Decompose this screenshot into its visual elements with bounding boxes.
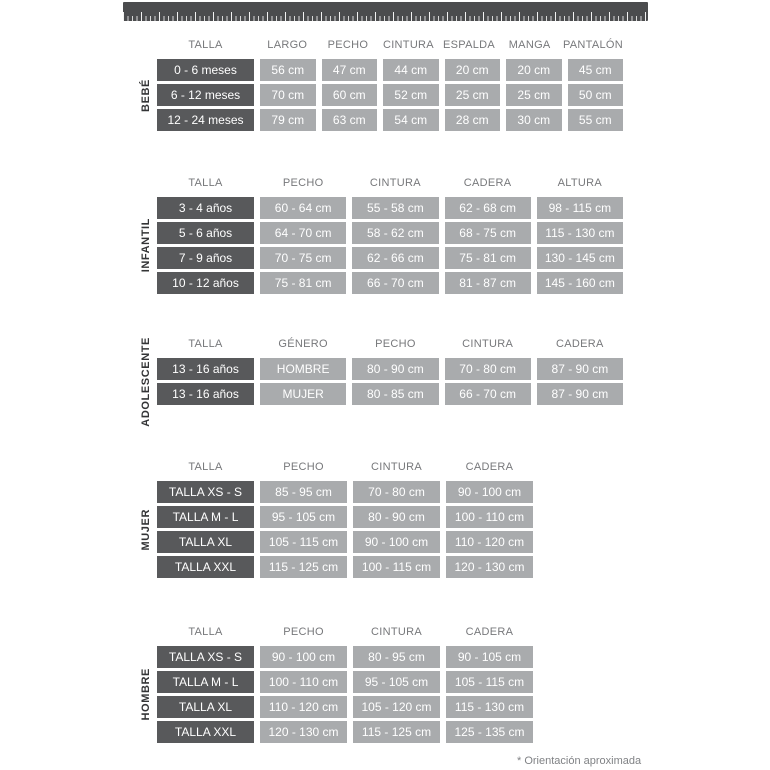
measurement-cell: 56 cm [260, 59, 316, 81]
group-label-adolescente [138, 336, 154, 427]
table-header-row [157, 624, 533, 640]
column-header: PANTALÓN [562, 39, 623, 51]
group-label-text: HOMBRE [140, 668, 152, 721]
approximation-footnote: * Orientación aproximada [517, 755, 642, 767]
size-label-cell: 12 - 24 meses [157, 109, 254, 131]
measurement-cell: 110 - 120 cm [260, 696, 347, 718]
measurement-cell: 64 - 70 cm [260, 222, 346, 244]
size-label-cell: TALLA XL [157, 531, 254, 553]
column-header: TALLA [188, 338, 223, 350]
measurement-cell: 115 - 130 cm [537, 222, 623, 244]
measurement-cell: 130 - 145 cm [537, 247, 623, 269]
measurement-cell: 45 cm [568, 59, 624, 81]
measurement-cell: 55 - 58 cm [352, 197, 438, 219]
group-label-infantil [138, 197, 154, 294]
column-header: ALTURA [557, 177, 603, 189]
column-header: PECHO [283, 626, 324, 638]
measurement-cell: 58 - 62 cm [352, 222, 438, 244]
column-header: CADERA [465, 461, 514, 473]
size-label-cell: 10 - 12 años [157, 272, 254, 294]
table-header-row [157, 175, 623, 191]
table-body [157, 358, 623, 405]
column-header: CADERA [465, 626, 514, 638]
measurement-cell: 70 - 75 cm [260, 247, 346, 269]
measurement-cell: 30 cm [506, 109, 562, 131]
column-header: PECHO [283, 461, 324, 473]
group-label-text: ADOLESCENTE [140, 336, 152, 427]
group-label-text: MUJER [140, 508, 152, 551]
table-body [157, 481, 533, 578]
measurement-cell: 110 - 120 cm [446, 531, 533, 553]
measurement-cell: 52 cm [383, 84, 439, 106]
size-table-infantil [140, 175, 623, 294]
column-header: CINTURA [371, 461, 422, 473]
group-label-hombre [138, 646, 154, 743]
measurement-cell: 87 - 90 cm [537, 383, 623, 405]
measurement-cell: 98 - 115 cm [537, 197, 623, 219]
size-label-cell: 7 - 9 años [157, 247, 254, 269]
column-header: TALLA [188, 177, 223, 189]
measuring-tape-icon [123, 2, 648, 21]
measurement-cell: 120 - 130 cm [446, 556, 533, 578]
measurement-cell: 95 - 105 cm [353, 671, 440, 693]
measurement-cell: 75 - 81 cm [445, 247, 531, 269]
measurement-cell: 55 cm [568, 109, 624, 131]
measurement-cell: 44 cm [383, 59, 439, 81]
measurement-cell: 90 - 100 cm [446, 481, 533, 503]
measurement-cell: 25 cm [445, 84, 501, 106]
column-header: TALLA [188, 626, 223, 638]
measurement-cell: 81 - 87 cm [445, 272, 531, 294]
column-header: TALLA [188, 39, 223, 51]
measurement-cell: 115 - 130 cm [446, 696, 533, 718]
measurement-cell: 80 - 90 cm [352, 358, 438, 380]
measurement-cell: 79 cm [260, 109, 316, 131]
measurement-cell: 90 - 105 cm [446, 646, 533, 668]
column-header: CINTURA [382, 39, 434, 51]
column-header: GÉNERO [278, 338, 328, 350]
size-label-cell: TALLA M - L [157, 671, 254, 693]
group-label-text: INFANTIL [140, 218, 152, 273]
table-header-row [157, 37, 623, 53]
measurement-cell: 70 - 80 cm [445, 358, 531, 380]
measurement-cell: 105 - 115 cm [260, 531, 347, 553]
measurement-cell: 25 cm [506, 84, 562, 106]
measurement-cell: HOMBRE [260, 358, 346, 380]
measurement-cell: 47 cm [322, 59, 378, 81]
measurement-cell: 90 - 100 cm [260, 646, 347, 668]
column-header: TALLA [188, 461, 223, 473]
size-label-cell: 13 - 16 años [157, 358, 254, 380]
measurement-cell: 70 - 80 cm [353, 481, 440, 503]
column-header: CINTURA [371, 626, 422, 638]
measurement-cell: 66 - 70 cm [445, 383, 531, 405]
column-header: CADERA [556, 338, 604, 350]
size-label-cell: TALLA M - L [157, 506, 254, 528]
size-label-cell: TALLA XXL [157, 556, 254, 578]
size-label-cell: TALLA XXL [157, 721, 254, 743]
column-header: PECHO [375, 338, 416, 350]
column-header: CINTURA [462, 338, 514, 350]
measurement-cell: 60 - 64 cm [260, 197, 346, 219]
size-label-cell: 5 - 6 años [157, 222, 254, 244]
measurement-cell: 120 - 130 cm [260, 721, 347, 743]
table-header-row [157, 459, 533, 475]
size-label-cell: 0 - 6 meses [157, 59, 254, 81]
column-header: CADERA [463, 177, 512, 189]
column-header: MANGA [508, 39, 551, 51]
group-label-text: BEBÉ [140, 78, 152, 112]
measurement-cell: 115 - 125 cm [353, 721, 440, 743]
column-header: PECHO [282, 177, 324, 189]
measurement-cell: 62 - 68 cm [445, 197, 531, 219]
column-header: ESPALDA [443, 39, 496, 51]
measurement-cell: 28 cm [445, 109, 501, 131]
size-label-cell: TALLA XL [157, 696, 254, 718]
measurement-cell: 105 - 120 cm [353, 696, 440, 718]
size-label-cell: 13 - 16 años [157, 383, 254, 405]
measurement-cell: 105 - 115 cm [446, 671, 533, 693]
measurement-cell: 87 - 90 cm [537, 358, 623, 380]
size-label-cell: TALLA XS - S [157, 481, 254, 503]
measurement-cell: 85 - 95 cm [260, 481, 347, 503]
measurement-cell: 75 - 81 cm [260, 272, 346, 294]
measurement-cell: 50 cm [568, 84, 624, 106]
measurement-cell: 115 - 125 cm [260, 556, 347, 578]
size-table-bebe [140, 37, 623, 131]
table-body [157, 59, 623, 131]
size-label-cell: 6 - 12 meses [157, 84, 254, 106]
group-label-bebe [138, 59, 154, 131]
size-table-adolescente [140, 336, 623, 427]
measurement-cell: 60 cm [322, 84, 378, 106]
measurement-cell: MUJER [260, 383, 346, 405]
measurement-cell: 90 - 100 cm [353, 531, 440, 553]
size-table-mujer [140, 459, 533, 578]
measurement-cell: 100 - 115 cm [353, 556, 440, 578]
measurement-cell: 145 - 160 cm [537, 272, 623, 294]
measurement-cell: 63 cm [322, 109, 378, 131]
column-header: PECHO [327, 39, 369, 51]
column-header: CINTURA [369, 177, 421, 189]
table-body [157, 197, 623, 294]
measurement-cell: 80 - 90 cm [353, 506, 440, 528]
measurement-cell: 70 cm [260, 84, 316, 106]
measurement-cell: 100 - 110 cm [260, 671, 347, 693]
measurement-cell: 68 - 75 cm [445, 222, 531, 244]
measurement-cell: 95 - 105 cm [260, 506, 347, 528]
measurement-cell: 125 - 135 cm [446, 721, 533, 743]
column-header: LARGO [267, 39, 308, 51]
measurement-cell: 20 cm [445, 59, 501, 81]
measurement-cell: 62 - 66 cm [352, 247, 438, 269]
size-table-hombre [140, 624, 533, 743]
measurement-cell: 100 - 110 cm [446, 506, 533, 528]
measurement-cell: 80 - 85 cm [352, 383, 438, 405]
measurement-cell: 80 - 95 cm [353, 646, 440, 668]
group-label-mujer [138, 481, 154, 578]
table-header-row [157, 336, 623, 352]
measurement-cell: 54 cm [383, 109, 439, 131]
measurement-cell: 66 - 70 cm [352, 272, 438, 294]
size-label-cell: TALLA XS - S [157, 646, 254, 668]
table-body [157, 646, 533, 743]
measurement-cell: 20 cm [506, 59, 562, 81]
size-label-cell: 3 - 4 años [157, 197, 254, 219]
